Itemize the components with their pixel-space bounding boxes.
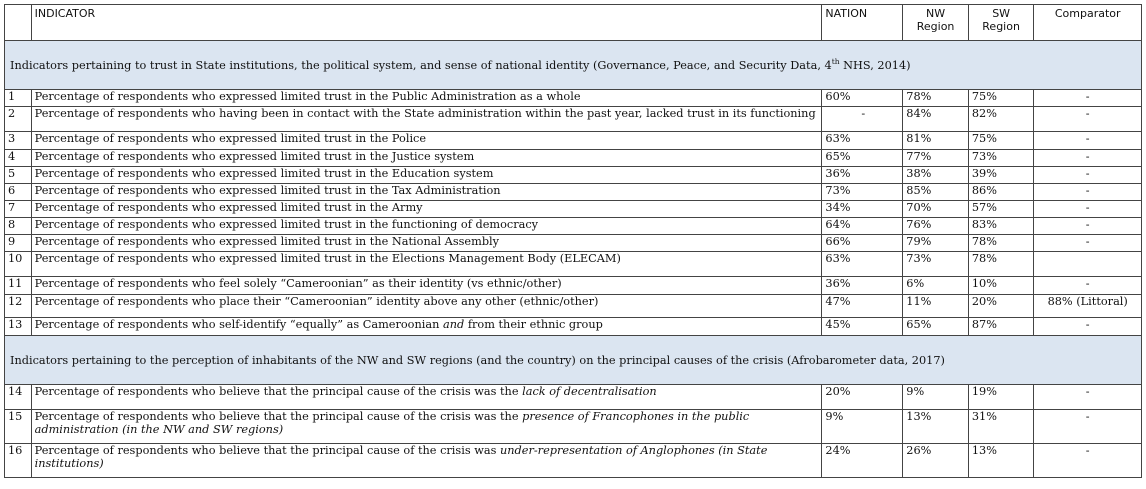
row-nation: 45%	[822, 318, 903, 336]
row-indicator-emphasis: and	[442, 318, 465, 331]
row-indicator: Percentage of respondents who expressed limited trust in the Justice system	[31, 150, 822, 167]
row-nation: 65%	[822, 150, 903, 167]
header-number-cell	[5, 5, 32, 41]
row-comparator: -	[1034, 277, 1142, 295]
row-indicator	[31, 385, 822, 410]
row-indicator: Percentage of respondents who expressed limited trust in the functioning of democracy	[31, 218, 822, 235]
row-nw: 11%	[903, 295, 969, 318]
row-comparator: -	[1034, 167, 1142, 184]
row-nw: 70%	[903, 201, 969, 218]
row-sw: 31%	[968, 410, 1034, 444]
table-row	[5, 90, 1142, 107]
row-comparator: -	[1034, 107, 1142, 132]
row-sw: 83%	[968, 218, 1034, 235]
row-number: 10	[5, 252, 32, 277]
row-comparator: -	[1034, 201, 1142, 218]
row-comparator: -	[1034, 150, 1142, 167]
row-comparator: -	[1034, 218, 1142, 235]
row-number: 12	[5, 295, 32, 318]
row-nation: 36%	[822, 277, 903, 295]
row-nation: 24%	[822, 444, 903, 478]
section1-superscript: th	[831, 56, 840, 66]
row-number: 6	[5, 184, 32, 201]
row-nw: 84%	[903, 107, 969, 132]
section1-text: Indicators pertaining to trust in State institutions, the political system, and sense of national identity (Governance, Peace, and Security Data, 4	[10, 58, 832, 72]
section-header-trust	[5, 41, 1142, 90]
row-nation: 66%	[822, 235, 903, 252]
row-nw: 9%	[903, 385, 969, 410]
row-indicator: Percentage of respondents who having been in contact with the State administration within the past year, lacked trust in its functioning	[31, 107, 822, 132]
row-indicator-text: Percentage of respondents who believe that the principal cause of the crisis was the	[34, 410, 523, 423]
row-number: 5	[5, 167, 32, 184]
row-indicator	[31, 410, 822, 444]
row-number: 3	[5, 132, 32, 150]
row-number: 8	[5, 218, 32, 235]
row-comparator: 88% (Littoral)	[1034, 295, 1142, 318]
row-sw: 39%	[968, 167, 1034, 184]
row-number: 15	[5, 410, 32, 444]
row-nation: 36%	[822, 167, 903, 184]
row-comparator: -	[1034, 184, 1142, 201]
table-row	[5, 132, 1142, 150]
row-nw: 81%	[903, 132, 969, 150]
row-indicator: Percentage of respondents who place their “Cameroonian” identity above any other (ethnic/other)	[31, 295, 822, 318]
row-comparator: -	[1034, 410, 1142, 444]
row-indicator: Percentage of respondents who expressed limited trust in the Education system	[31, 167, 822, 184]
row-indicator: Percentage of respondents who expressed limited trust in the National Assembly	[31, 235, 822, 252]
row-nation: 63%	[822, 252, 903, 277]
row-number: 9	[5, 235, 32, 252]
row-indicator	[31, 318, 822, 336]
row-nw: 38%	[903, 167, 969, 184]
row-nation: 60%	[822, 90, 903, 107]
row-number: 11	[5, 277, 32, 295]
row-number: 14	[5, 385, 32, 410]
table-row	[5, 184, 1142, 201]
row-nation: 34%	[822, 201, 903, 218]
row-sw: 87%	[968, 318, 1034, 336]
row-number: 7	[5, 201, 32, 218]
row-nation: 63%	[822, 132, 903, 150]
row-nw: 13%	[903, 410, 969, 444]
row-number: 1	[5, 90, 32, 107]
row-nation: 47%	[822, 295, 903, 318]
row-indicator-text: Percentage of respondents who self-identify “equally” as Cameroonian	[34, 318, 443, 331]
row-indicator-text: Percentage of respondents who believe that the principal cause of the crisis was the	[34, 385, 523, 398]
row-sw: 75%	[968, 132, 1034, 150]
row-sw: 19%	[968, 385, 1034, 410]
table-row	[5, 295, 1142, 318]
row-nw: 76%	[903, 218, 969, 235]
header-comparator: Comparator	[1034, 5, 1142, 41]
table-row	[5, 167, 1142, 184]
row-indicator-text: Percentage of respondents who believe that the principal cause of the crisis was	[34, 444, 500, 457]
section-header-crisis	[5, 336, 1142, 385]
row-indicator: Percentage of respondents who expressed limited trust in the Police	[31, 132, 822, 150]
section-header-trust-text	[5, 41, 1142, 90]
row-number: 16	[5, 444, 32, 478]
row-indicator-emphasis: presence of Francophones in the public administration (in the NW and SW regions)	[34, 410, 750, 436]
row-nation: 73%	[822, 184, 903, 201]
row-nation	[822, 107, 903, 132]
row-nation: 64%	[822, 218, 903, 235]
row-number: 13	[5, 318, 32, 336]
row-indicator: Percentage of respondents who expressed limited trust in the Tax Administration	[31, 184, 822, 201]
row-nw: 65%	[903, 318, 969, 336]
row-nation-value: -	[861, 107, 866, 120]
table-row	[5, 201, 1142, 218]
row-sw: 57%	[968, 201, 1034, 218]
indicator-table	[4, 4, 1142, 478]
row-indicator: Percentage of respondents who expressed limited trust in the Elections Management Body (ELECAM)	[31, 252, 822, 277]
row-comparator: -	[1034, 444, 1142, 478]
table-row	[5, 277, 1142, 295]
row-nw: 26%	[903, 444, 969, 478]
row-indicator-text-end: from their ethnic group	[464, 318, 603, 331]
header-row	[5, 5, 1142, 41]
header-nw: NW Region	[903, 5, 969, 41]
row-nw: 73%	[903, 252, 969, 277]
table-row	[5, 318, 1142, 336]
row-indicator: Percentage of respondents who expressed limited trust in the Public Administration as a whole	[31, 90, 822, 107]
table-row	[5, 252, 1142, 277]
table-row	[5, 235, 1142, 252]
table-row	[5, 410, 1142, 444]
row-indicator: Percentage of respondents who feel solely “Cameroonian” as their identity (vs ethnic/other)	[31, 277, 822, 295]
header-nation: NATION	[822, 5, 903, 41]
row-nation: 20%	[822, 385, 903, 410]
row-nw: 79%	[903, 235, 969, 252]
row-indicator: Percentage of respondents who expressed limited trust in the Army	[31, 201, 822, 218]
table-row	[5, 444, 1142, 478]
table-row	[5, 107, 1142, 132]
row-comparator: -	[1034, 318, 1142, 336]
row-sw: 75%	[968, 90, 1034, 107]
row-sw: 13%	[968, 444, 1034, 478]
row-number: 4	[5, 150, 32, 167]
header-sw: SW Region	[968, 5, 1034, 41]
section-header-crisis-text: Indicators pertaining to the perception of inhabitants of the NW and SW regions (and the country) on the principal causes of the crisis (Afrobarometer data, 2017)	[5, 336, 1142, 385]
row-nation: 9%	[822, 410, 903, 444]
row-sw: 78%	[968, 235, 1034, 252]
row-comparator: -	[1034, 235, 1142, 252]
row-indicator-emphasis: under-representation of Anglophones (in State institutions)	[34, 444, 768, 470]
row-comparator: -	[1034, 132, 1142, 150]
row-nw: 77%	[903, 150, 969, 167]
row-sw: 86%	[968, 184, 1034, 201]
section1-text-end: NHS, 2014)	[839, 58, 911, 72]
table-row	[5, 150, 1142, 167]
row-number: 2	[5, 107, 32, 132]
row-comparator: -	[1034, 385, 1142, 410]
table-row	[5, 218, 1142, 235]
row-comparator	[1034, 252, 1142, 277]
row-nw: 85%	[903, 184, 969, 201]
header-indicator: INDICATOR	[31, 5, 822, 41]
row-sw: 20%	[968, 295, 1034, 318]
row-indicator-emphasis: lack of decentralisation	[522, 385, 657, 398]
row-nw: 78%	[903, 90, 969, 107]
row-sw: 10%	[968, 277, 1034, 295]
row-sw: 73%	[968, 150, 1034, 167]
row-sw: 78%	[968, 252, 1034, 277]
table-row	[5, 385, 1142, 410]
row-comparator: -	[1034, 90, 1142, 107]
row-sw: 82%	[968, 107, 1034, 132]
row-nw: 6%	[903, 277, 969, 295]
row-indicator	[31, 444, 822, 478]
